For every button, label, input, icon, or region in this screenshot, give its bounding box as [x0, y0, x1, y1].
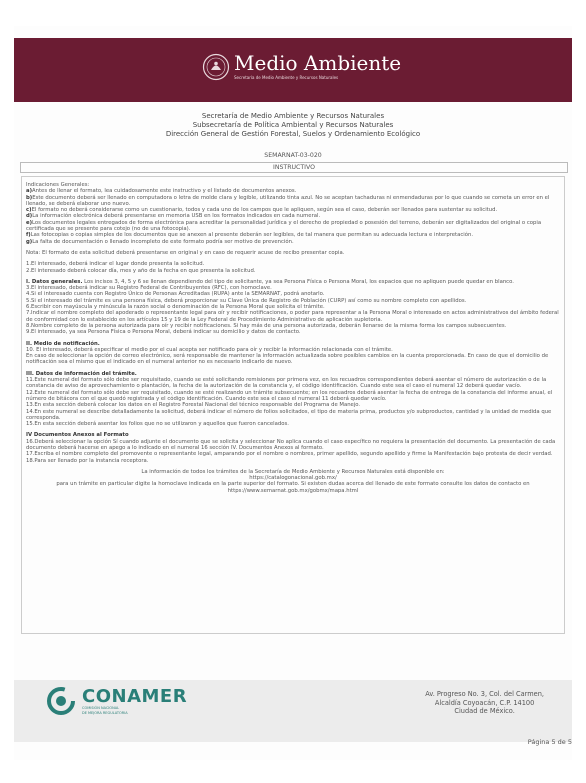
form-code: SEMARNAT-03-020	[264, 152, 322, 159]
brand-subtitle: Secretaría de Medio Ambiente y Recursos Naturales	[234, 75, 339, 80]
section-1-item: 9.El interesado, ya sea Persona Física o Persona Moral, deberá indicar su domicilio y datos de contacto.	[26, 329, 301, 336]
section-3-item: 15.En esta sección deberá asentar los folios que no se utilizaron y aquellos que fueron cancelados.	[26, 421, 289, 428]
page-number: Página 5 de 5	[527, 738, 572, 746]
section-1-item: 4.Si el interesado cuenta con Registro Único de Personas Acreditadas (RUPA) ante la SEMARNAT, podrá anotarlo.	[26, 291, 325, 298]
general-item: c)El formato no deberá considerarse como un cuestionario, todos y cada uno de los campos que le apliquen, según sea el caso, deberán ser llenados para sustentar su solicitud.	[26, 207, 498, 214]
section-1: I. Datos generales. Los incisos 3, 4, 5 y 6 se llenan dependiendo del tipo de solicitante, ya sea Persona Física o Persona Moral, los espacios que no apliquen puede quedar en blanco.	[26, 278, 514, 285]
form-title: INSTRUCTIVO	[20, 162, 568, 173]
address-line-3: Ciudad de México.	[454, 707, 515, 715]
closing-info	[26, 469, 560, 494]
section-4-title: IV Documentos Anexos al Formato	[26, 432, 129, 439]
form-page	[14, 26, 572, 760]
note: Nota: El formato de esta solicitud deberá presentarse en original y en caso de requerir acuse de recibo presentar copia.	[26, 249, 345, 256]
brand-logo	[202, 52, 401, 81]
agency-line-1: Secretaría de Medio Ambiente y Recursos Naturales	[201, 112, 385, 120]
header-banner	[14, 38, 572, 102]
section-4-item: 18.Para ser llenado por la instancia receptora.	[26, 457, 149, 464]
conamer-name: CONAMER	[82, 686, 188, 707]
section-1-item: 7.Indicar el nombre completo del apoderado o representante legal para oír y recibir notificaciones, o poder para representar a la Persona Moral o interesado en actos administrativos del ámbito federal de conformidad con lo establecido en los artículos 15 y 19 de la Ley Federal de Procedimiento Administrativo de aplicación supletoria.	[26, 310, 559, 323]
section-1-item: 5.Si el interesado del trámite es una persona física, deberá proporcionar su Clave Única de Registro de Población (CURP) así como su nombre completo con apellidos.	[26, 297, 467, 304]
pre-item: 1.El interesado, deberá indicar el lugar donde presenta la solicitud.	[26, 261, 205, 268]
instructions-box	[21, 176, 565, 634]
address-line-2: Alcaldía Coyoacán, C.P. 14100	[434, 698, 535, 707]
section-1-item: 8.Nombre completo de la persona autorizada para oír y recibir notificaciones. Si hay más de una persona autorizada, deberán llenarse de la misma forma los campos subsecuentes.	[26, 322, 507, 329]
general-item: a)Antes de llenar el formato, lea cuidadosamente este instructivo y el listado de documentos anexos.	[26, 188, 297, 195]
closing-line: La información de todos los trámites de la Secretaría de Medio Ambiente y Recursos Naturales está disponible en:	[141, 468, 445, 475]
conamer-logo	[46, 686, 187, 716]
closing-line: para un trámite en particular digite la homoclave indicada en la parte superior del formato. Si existen dudas acerca del llenado de este formato consulte los datos de contacto en https://www.semarnat.gob.mx/gobmx/mapa.html	[56, 481, 530, 494]
address-line-1: Av. Progreso No. 3, Col. del Carmen,	[425, 690, 544, 698]
agency-line-2: Subsecretaría de Política Ambiental y Recursos Naturales	[192, 121, 394, 129]
section-1-title: I. Datos generales.	[26, 278, 83, 285]
brand-title: Medio Ambiente	[234, 51, 402, 75]
section-2-title: II. Medio de notificación.	[26, 340, 100, 347]
footer-address	[425, 690, 544, 716]
pre-item: 2.El interesado deberá colocar día, mes y año de la fecha en que presenta la solicitud.	[26, 267, 256, 274]
general-item: f)Las fotocopias o copias simples de los documentos que se anexen al presente deberán ser legibles, de tal manera que permitan su adecuada lectura e interpretación.	[26, 232, 474, 239]
national-emblem-icon	[202, 53, 230, 81]
general-item: g)La falta de documentación o llenado incompleto de este formato podría ser motivo de prevención.	[26, 238, 294, 245]
agency-header	[14, 112, 572, 139]
section-3-item: 13.En esta sección deberá colocar los datos en el Registro Forestal Nacional del técnico responsable del Programa de Manejo.	[26, 402, 361, 409]
section-4-item: 16.Deberá seleccionar la opción Sí cuando adjunte el documento que se solicita y seleccionar No aplica cuando el caso específico no requiera la presentación del documento. La presentación de cada documento deberá hacerse en apego a lo indicado en el numeral 16 sección IV. Documentos Anexos al formato.	[26, 438, 556, 451]
section-4-item: 17.Escriba el nombre completo del promovente o representante legal, amparando por el nombre o nombres, primer apellido, segundo apellido y firme la Manifestación bajo protesta de decir verdad.	[26, 451, 553, 458]
section-3-item: 12.Este numeral del formato sólo debe ser requisitado, cuando se esté realizando un trámite subsecuente; en los recuadros deberá asentar la fecha de entrega de la constancia del informe anual, el número de bitácora con el que quedó registrada y el código identificación. Cuando este sea el caso el numeral 11 deberá quedar vacío.	[26, 389, 553, 402]
section-2-item: En caso de seleccionar la opción de correo electrónico, será responsable de mantener la información actualizada sobre posibles cambios en la cuenta proporcionada. En caso de que el domicilio de notificación sea el mismo que el indicado en el numeral anterior no es necesario indicarlo de nuevo.	[26, 353, 549, 366]
conamer-ring-icon	[46, 686, 76, 716]
general-item: b)Este documento deberá ser llenado en computadora o letra de molde clara y legible, utilizando tinta azul. No se aceptan tachaduras ni enmendaduras por lo que cuando se cometa un error en el llenado, se deberá elaborar uno nuevo.	[26, 194, 550, 207]
catalog-link[interactable]: https://catalogonacional.gob.mx/	[249, 475, 337, 482]
general-item: d)La información electrónica deberá presentarse en memoria USB en los formatos indicados en cada numeral.	[26, 213, 321, 220]
conamer-sub-2: DE MEJORA REGULATORIA	[82, 710, 128, 715]
conamer-sub-1: COMISIÓN NACIONAL	[82, 706, 120, 710]
section-1-item: 3.El interesado, deberá indicar su Registro Federal de Contribuyentes (RFC), con homoclave.	[26, 285, 272, 292]
section-3-title: III. Datos de información del trámite.	[26, 370, 137, 377]
section-1-item: 6.Escribir con mayúscula y minúscula la razón social o denominación de la Persona Moral que solicita el trámite.	[26, 304, 325, 311]
section-2-item: 10. El interesado, deberá especificar el medio por el cual acepta ser notificado para oír y recibir la información relacionada con el trámite.	[26, 346, 393, 353]
section-3-item: 11.Este numeral del formato sólo debe ser requisitado, cuando se esté solicitando remisiones por primera vez, en los recuadros correspondientes deberá asentar el número de autorización o de la constancia de aviso de aprovechamiento o plantación, la fecha de la autorización de la constancia y, el código identificación. Cuando este sea el caso el numeral 12 deberá quedar vacío.	[26, 377, 547, 390]
agency-line-3: Dirección General de Gestión Forestal, Suelos y Ordenamiento Ecológico	[165, 130, 421, 138]
general-item: e)Los documentos legales entregados de forma electrónica para acreditar la personalidad jurídica y el derecho de propiedad o posesión del terreno, deberán ser digitalizados del original o copia certificada que se presente para cotejo (no de una fotocopia).	[26, 219, 542, 233]
general-title: Indicaciones Generales:	[26, 182, 90, 188]
section-3-item: 14.En este numeral se describe detalladamente la solicitud, deberá indicar el número de folios solicitados, el tipo de materia prima, productos y/o subproductos, cantidad y la unidad de medida que corresponda.	[26, 408, 552, 421]
footer	[14, 680, 572, 742]
